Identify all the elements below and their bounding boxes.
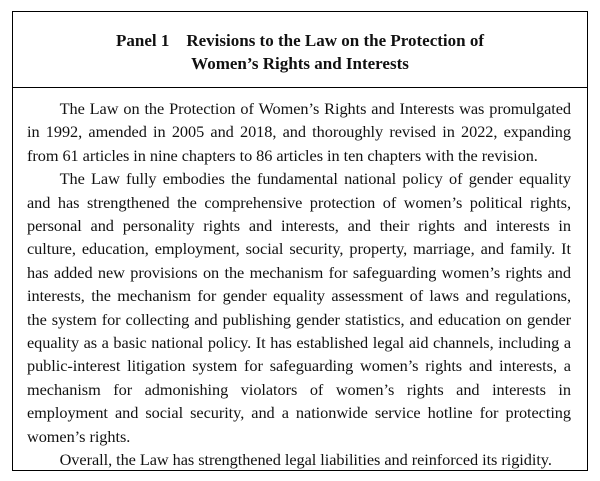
paragraph-3: Overall, the Law has strengthened legal liabilities and reinforced its rigidity. [59,450,552,470]
panel-title-line-1: Panel 1 Revisions to the Law on the Protection of [116,31,484,50]
panel-header [13,12,587,88]
paragraph-1: The Law on the Protection of Women’s Rights and Interests was promulgated in 1992, amended in 2005 and 2018, and thoroughly revised in 2022, expanding from 61 articles in nine chapters to 86 articles in ten chapters with the revision. [27,99,571,165]
panel-body [13,88,587,472]
panel-box [12,11,588,471]
paragraph-2: The Law fully embodies the fundamental national policy of gender equality and has strengthened the comprehensive protection of women’s political rights, personal and personality rights and interests, and their rights and interests in culture, education, employment, social security, property, marriage, and family. It has added new provisions on the mechanism for safeguarding women’s rights and interests, the mechanism for gender equality assessment of laws and regulations, the system for collecting and publishing gender statistics, and education on gender equality as a basic national policy. It has established legal aid channels, including a public-interest litigation system for safeguarding women’s rights and interests, a mechanism for admonishing violators of women’s rights and interests in employment and social security, and a nationwide service hotline for protecting women’s rights. [27,169,571,446]
panel-title-line-2: Women’s Rights and Interests [191,54,409,73]
